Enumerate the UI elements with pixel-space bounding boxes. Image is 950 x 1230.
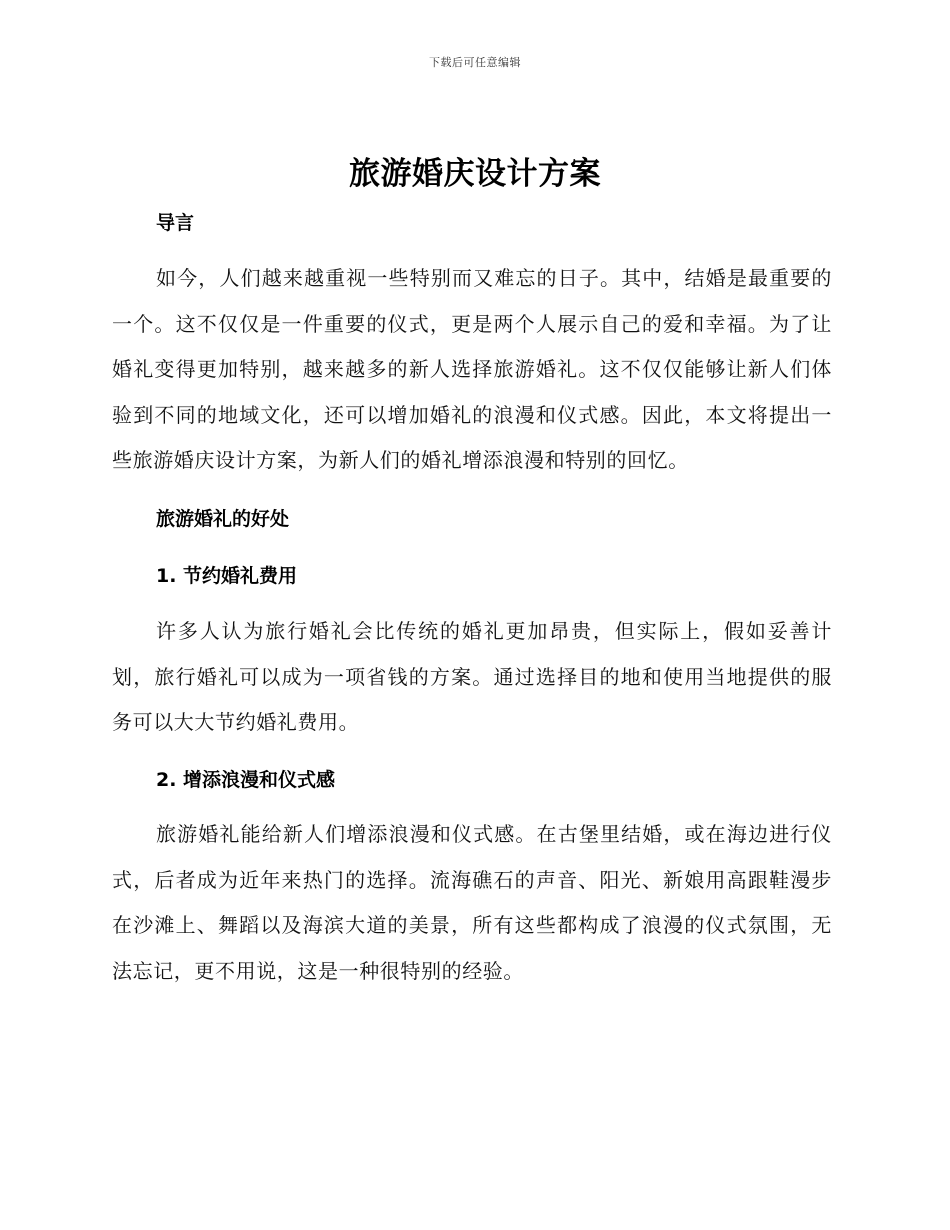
point1-paragraph: 许多人认为旅行婚礼会比传统的婚礼更加昂贵，但实际上，假如妥善计划，旅行婚礼可以成为一项省钱的方案。通过选择目的地和使用当地提供的服务可以大大节约婚礼费用。 [112, 619, 832, 735]
header-note: 下载后可任意编辑 [429, 56, 521, 69]
intro-paragraph: 如今，人们越来越重视一些特别而又难忘的日子。其中，结婚是最重要的一个。这不仅仅是一件重要的仪式，更是两个人展示自己的爱和幸福。为了让婚礼变得更加特别，越来越多的新人选择旅游婚礼。这不仅仅能够让新人们体验到不同的地域文化，还可以增加婚礼的浪漫和仪式感。因此，本文将提出一些旅游婚庆设计方案，为新人们的婚礼增添浪漫和特别的回忆。 [112, 266, 832, 473]
point1-heading: 1. 节约婚礼费用 [156, 565, 298, 587]
benefits-heading: 旅游婚礼的好处 [156, 508, 290, 530]
point2-paragraph: 旅游婚礼能给新人们增添浪漫和仪式感。在古堡里结婚，或在海边进行仪式，后者成为近年来热门的选择。流海礁石的声音、阳光、新娘用高跟鞋漫步在沙滩上、舞蹈以及海滨大道的美景，所有这些都构成了浪漫的仪式氛围，无法忘记，更不用说，这是一种很特别的经验。 [112, 822, 832, 983]
point2-heading: 2. 增添浪漫和仪式感 [156, 769, 336, 791]
document-title: 旅游婚庆设计方案 [349, 156, 601, 192]
intro-heading: 导言 [156, 212, 195, 234]
